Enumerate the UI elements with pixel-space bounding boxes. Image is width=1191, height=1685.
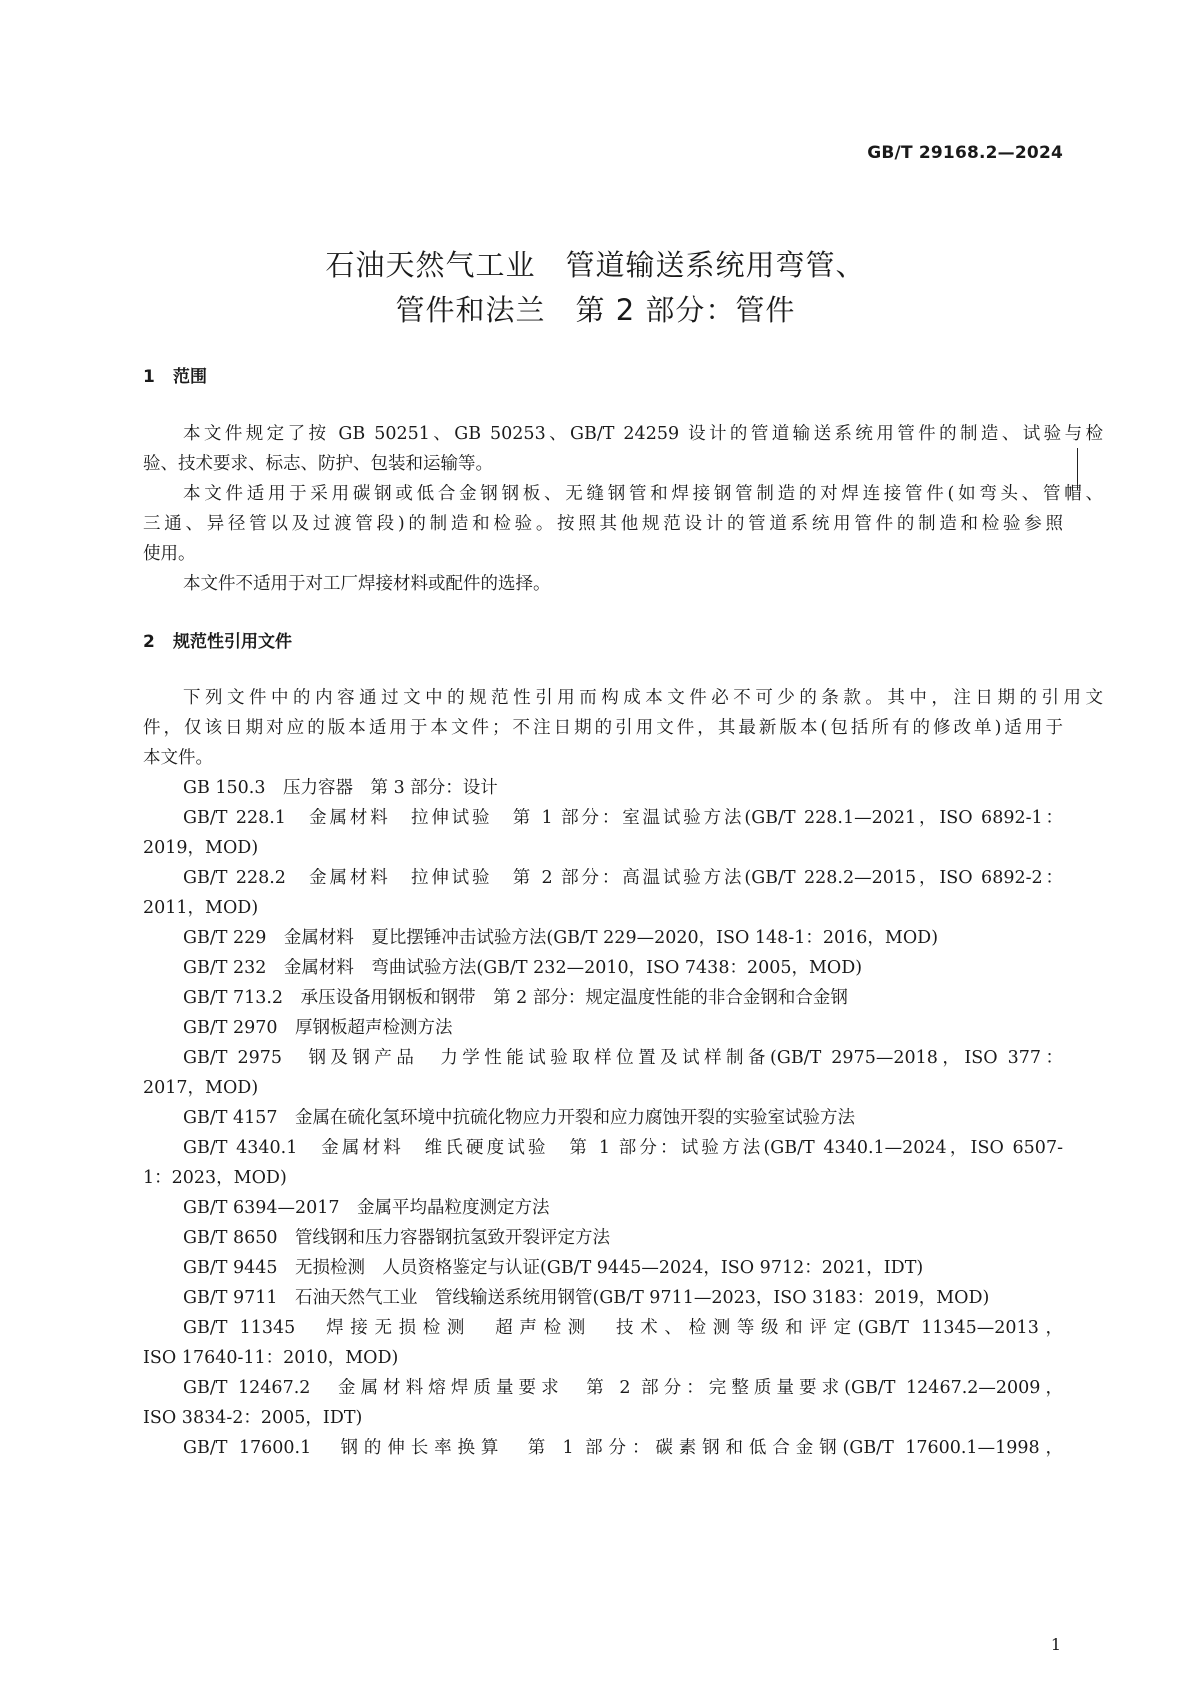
reference-item [143,1373,1063,1433]
document-title-line-2: 管件和法兰 第 2 部分：管件 [395,293,796,327]
reference-line: 2011，MOD) [143,898,259,918]
paragraph-line: 三通、异径管以及过渡管段)的制造和检验。按照其他规范设计的管道系统用管件的制造和检验参照 [143,514,1063,534]
reference-item [143,1223,1063,1253]
reference-item [143,923,1063,953]
paragraph-line: 使用。 [143,544,196,564]
reference-line: GB/T 11345 焊接无损检测 超声检测 技术、检测等级和评定(GB/T 11345—2013， [183,1318,1063,1338]
paragraph-line: 本文件不适用于对工厂焊接材料或配件的选择。 [183,574,551,594]
paragraph-line: 本文件。 [143,748,213,768]
reference-item [143,773,1063,803]
reference-item [143,1193,1063,1223]
reference-line: 2019，MOD) [143,838,259,858]
paragraph-line: 件，仅该日期对应的版本适用于本文件；不注日期的引用文件，其最新版本(包括所有的修改单)适用于 [143,718,1063,738]
reference-line: GB/T 4340.1 金属材料 维氏硬度试验 第 1 部分：试验方法(GB/T 4340.1—2024，ISO 6507- [183,1138,1063,1158]
reference-line: GB/T 229 金属材料 夏比摆锤冲击试验方法(GB/T 229—2020，ISO 148-1：2016，MOD) [183,928,939,948]
reference-line: 2017，MOD) [143,1078,259,1098]
reference-line: ISO 3834-2：2005，IDT) [143,1408,363,1428]
standard-number: GB/T 29168.2—2024 [867,143,1063,163]
reference-item [143,1043,1063,1103]
reference-line: GB/T 228.2 金属材料 拉伸试验 第 2 部分：高温试验方法(GB/T 228.2—2015，ISO 6892-2： [183,868,1063,888]
reference-item [143,1253,1063,1283]
reference-item [143,803,1063,863]
paragraph-line: 本文件规定了按 GB 50251、GB 50253、GB/T 24259 设计的管道输送系统用管件的制造、试验与检 [183,424,1103,444]
reference-line: GB 150.3 压力容器 第 3 部分：设计 [183,778,498,798]
reference-line: GB/T 4157 金属在硫化氢环境中抗硫化物应力开裂和应力腐蚀开裂的实验室试验方法 [183,1108,856,1128]
reference-item [143,863,1063,923]
reference-item [143,1313,1063,1373]
reference-item [143,983,1063,1013]
section-2-heading [143,627,292,652]
reference-item [143,1013,1063,1043]
reference-item [143,953,1063,983]
page-number: 1 [1050,1635,1061,1654]
reference-line: GB/T 713.2 承压设备用钢板和钢带 第 2 部分：规定温度性能的非合金钢和合金钢 [183,988,848,1008]
reference-line: ISO 17640-11：2010，MOD) [143,1348,399,1368]
reference-line: GB/T 2975 钢及钢产品 力学性能试验取样位置及试样制备(GB/T 2975—2018，ISO 377： [183,1048,1063,1068]
section-title: 范围 [173,367,207,387]
paragraph-line: 本文件适用于采用碳钢或低合金钢钢板、无缝钢管和焊接钢管制造的对焊连接管件(如弯头、管帽、 [183,484,1103,504]
reference-line: GB/T 8650 管线钢和压力容器钢抗氢致开裂评定方法 [183,1228,611,1248]
reference-line: GB/T 232 金属材料 弯曲试验方法(GB/T 232—2010，ISO 7438：2005，MOD) [183,958,863,978]
reference-line: GB/T 17600.1 钢的伸长率换算 第 1 部分：碳素钢和低合金钢(GB/T 17600.1—1998， [183,1438,1063,1458]
reference-line: GB/T 12467.2 金属材料熔焊质量要求 第 2 部分：完整质量要求(GB/T 12467.2—2009， [183,1378,1063,1398]
reference-line: GB/T 9711 石油天然气工业 管线输送系统用钢管(GB/T 9711—2023，ISO 3183：2019，MOD) [183,1288,990,1308]
reference-line: GB/T 9445 无损检测 人员资格鉴定与认证(GB/T 9445—2024，ISO 9712：2021，IDT) [183,1258,924,1278]
reference-line: GB/T 6394—2017 金属平均晶粒度测定方法 [183,1198,550,1218]
reference-item [143,1433,1063,1463]
paragraph-line: 验、技术要求、标志、防护、包装和运输等。 [143,454,493,474]
reference-line: GB/T 2970 厚钢板超声检测方法 [183,1018,453,1038]
reference-item [143,1283,1063,1313]
section-number: 2 [143,632,155,652]
section-number: 1 [143,367,155,387]
reference-line: 1：2023，MOD) [143,1168,287,1188]
reference-item [143,1133,1063,1193]
reference-line: GB/T 228.1 金属材料 拉伸试验 第 1 部分：室温试验方法(GB/T 228.1—2021，ISO 6892-1： [183,808,1063,828]
section-1-heading [143,362,207,387]
section-title: 规范性引用文件 [173,632,292,652]
paragraph-line: 下列文件中的内容通过文中的规范性引用而构成本文件必不可少的条款。其中，注日期的引用文 [183,688,1103,708]
document-title-line-1: 石油天然气工业 管道输送系统用弯管、 [325,248,866,282]
reference-item [143,1103,1063,1133]
